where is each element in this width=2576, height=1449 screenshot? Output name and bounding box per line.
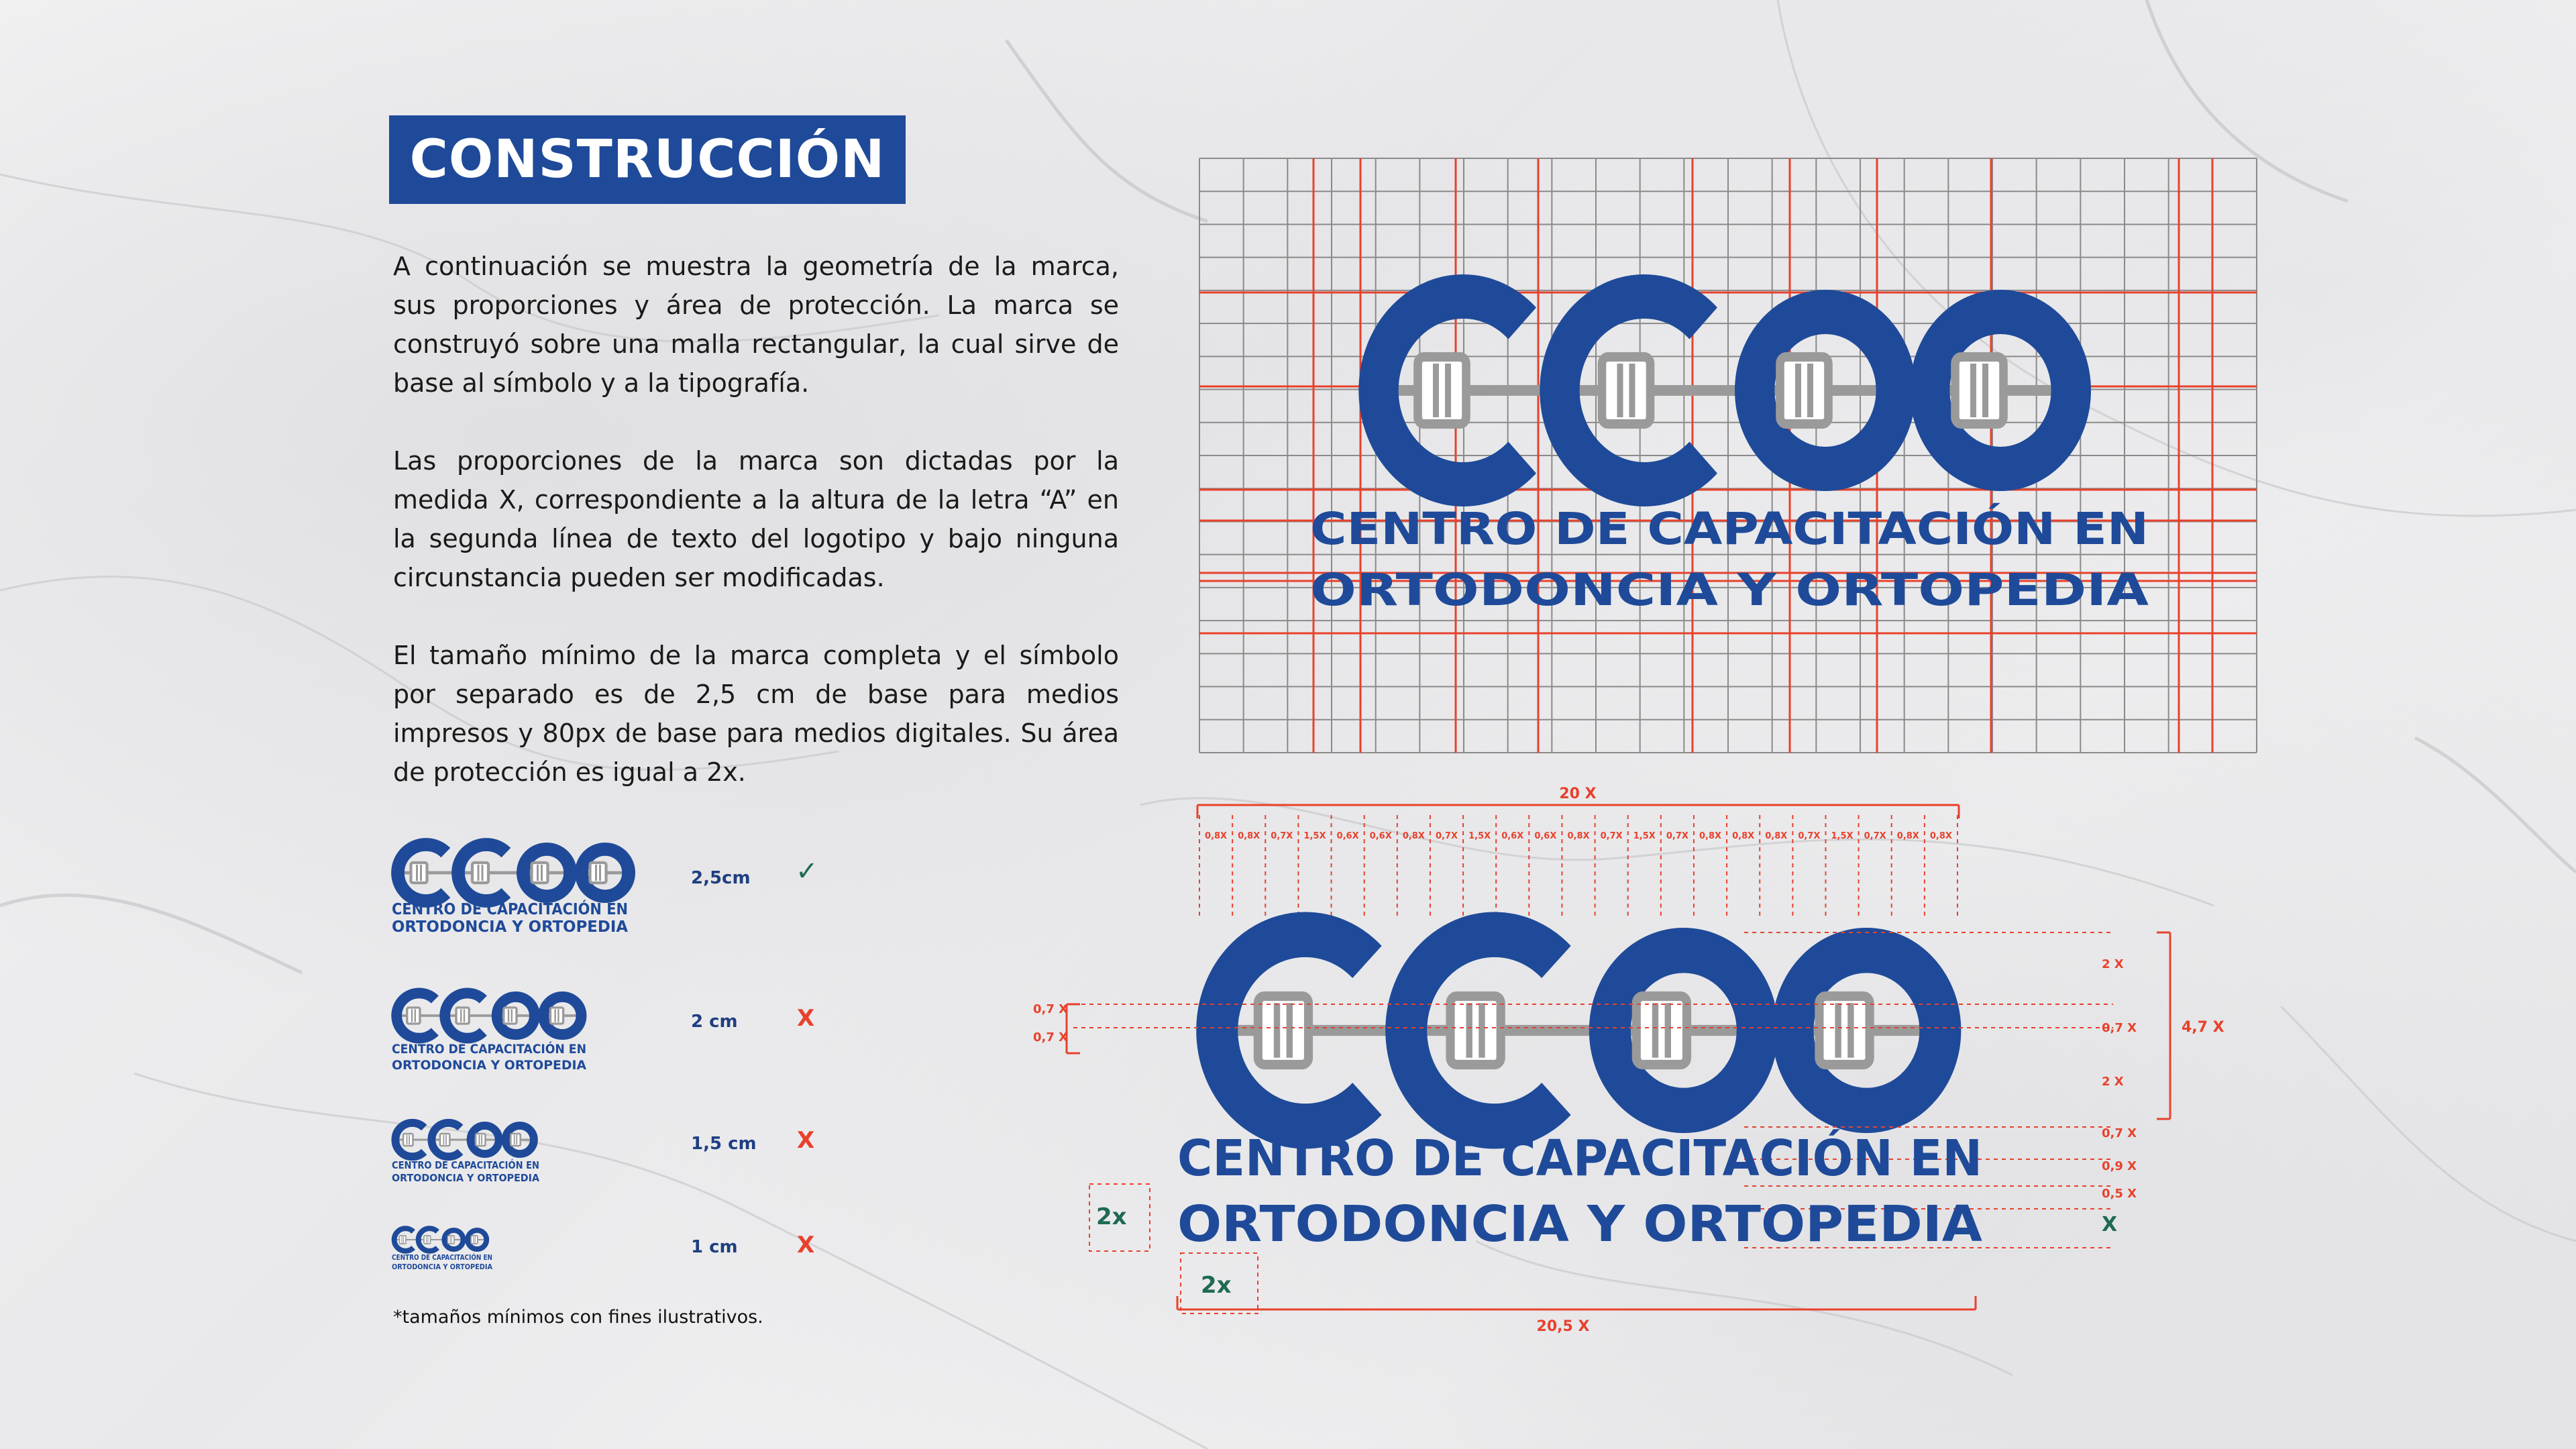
top-segment-label: 0,8X [1896,831,1919,841]
right-measure-1: 2 X [2102,957,2124,971]
protection-label-bottom: 2x [1201,1272,1232,1299]
mini-logo-1cm [392,1228,499,1281]
invalid-x-icon: X [797,1232,815,1258]
size-label-15cm: 1,5 cm [691,1134,757,1154]
top-segment-label: 0,8X [1205,831,1228,841]
left-measure-1: 0,7 X [1033,1002,1069,1016]
mini-logo-15cm [392,1122,561,1191]
top-segment-label: 1,5X [1633,831,1656,841]
right-measure-2: 0,7 X [2102,1021,2137,1035]
construction-grid-figure [1199,158,2257,753]
size-label-25cm: 2,5cm [691,868,751,888]
top-segment-label: 0,7X [1666,831,1688,841]
top-segment-label: 0,6X [1501,831,1524,841]
size-label-1cm: 1 cm [691,1237,738,1257]
invalid-x-icon: X [797,1005,815,1032]
svg-text:ORTODONCIA Y ORTOPEDIA: ORTODONCIA Y ORTOPEDIA [392,1172,540,1184]
intro-paragraph: A continuación se muestra la geometría de la marca, sus proporciones y área de protección. La marca se construyó sobre una malla rectangular, la cual sirve de base al símbolo y a la tipografía. [393,252,1119,398]
grid-logo-line2: ORTODONCIA Y ORTOPEDIA [1310,564,2149,616]
right-measure-3: 2 X [2102,1075,2124,1089]
proportions-paragraph: Las proporciones de la marca son dictadas por la medida X, correspondiente a la altura de la letra “A” en la segunda línea de texto del logotipo y bajo ninguna circunstancia pueden ser modificadas. [393,446,1119,592]
right-measure-6: 0,5 X [2102,1187,2137,1201]
top-segment-label: 0,6X [1369,831,1392,841]
top-segment-label: 0,8X [1699,831,1722,841]
right-measure-4: 0,7 X [2102,1126,2137,1140]
right-measure-x: X [2102,1213,2118,1236]
top-segment-label: 0,7X [1271,831,1293,841]
top-segment-label: 0,7X [1798,831,1821,841]
top-segment-label: 1,5X [1303,831,1326,841]
svg-text:CENTRO DE CAPACITACIÓN EN: CENTRO DE CAPACITACIÓN EN [392,1042,606,1057]
grid-logo-line1: CENTRO DE CAPACITACIÓN EN [1310,503,2149,555]
mini-logo-25cm [392,843,652,936]
svg-text:CENTRO DE CAPACITACIÓN EN: CENTRO DE CAPACITACIÓN EN [392,1159,561,1171]
top-segment-label: 0,8X [1402,831,1425,841]
top-segment-label: 0,7X [1864,831,1886,841]
right-measure-5: 0,9 X [2102,1159,2137,1173]
svg-text:ORTODONCIA Y ORTOPEDIA: ORTODONCIA Y ORTOPEDIA [392,918,629,936]
measured-logo-line1: CENTRO DE CAPACITACIÓN EN [1177,1130,2013,1187]
footnote: *tamaños mínimos con fines ilustrativos. [393,1307,763,1328]
top-segment-label: 0,7X [1600,831,1623,841]
top-segment-label: 1,5X [1468,831,1491,841]
section-title-box [389,115,906,204]
top-total-label: 20 X [1559,786,1597,802]
section-title: CONSTRUCCIÓN [409,129,885,190]
valid-check-icon: ✓ [796,856,818,887]
bottom-total-label: 20,5 X [1536,1318,1590,1335]
height-total-label: 4,7 X [2182,1019,2224,1036]
protection-label-left: 2x [1096,1203,1127,1230]
mini-logo-2cm [392,991,606,1078]
top-segment-label: 0,8X [1732,831,1755,841]
top-segment-label: 0,6X [1336,831,1359,841]
svg-text:CENTRO DE CAPACITACIÓN EN: CENTRO DE CAPACITACIÓN EN [392,1253,492,1262]
top-segment-label: 0,8X [1765,831,1788,841]
left-measure-2: 0,7 X [1033,1030,1069,1044]
size-label-2cm: 2 cm [691,1012,738,1032]
invalid-x-icon: X [797,1127,815,1154]
measured-logo-line2: ORTODONCIA Y ORTOPEDIA [1177,1195,1982,1253]
minimum-size-paragraph: El tamaño mínimo de la marca completa y el símbolo por separado es de 2,5 cm de base para medios impresos y 80px de base para medios digitales. Su área de protección es igual a 2x. [393,641,1119,787]
top-segment-label: 0,8X [1929,831,1952,841]
svg-text:ORTODONCIA Y ORTOPEDIA: ORTODONCIA Y ORTOPEDIA [392,1263,493,1271]
measured-logo-figure [1006,778,2281,1355]
svg-text:CENTRO DE CAPACITACIÓN EN: CENTRO DE CAPACITACIÓN EN [392,901,652,918]
svg-text:ORTODONCIA Y ORTOPEDIA: ORTODONCIA Y ORTOPEDIA [392,1058,587,1073]
top-segment-label: 0,8X [1238,831,1260,841]
top-segment-label: 0,6X [1534,831,1557,841]
top-segment-label: 0,8X [1567,831,1590,841]
top-segment-label: 1,5X [1831,831,1854,841]
top-segment-label: 0,7X [1435,831,1458,841]
